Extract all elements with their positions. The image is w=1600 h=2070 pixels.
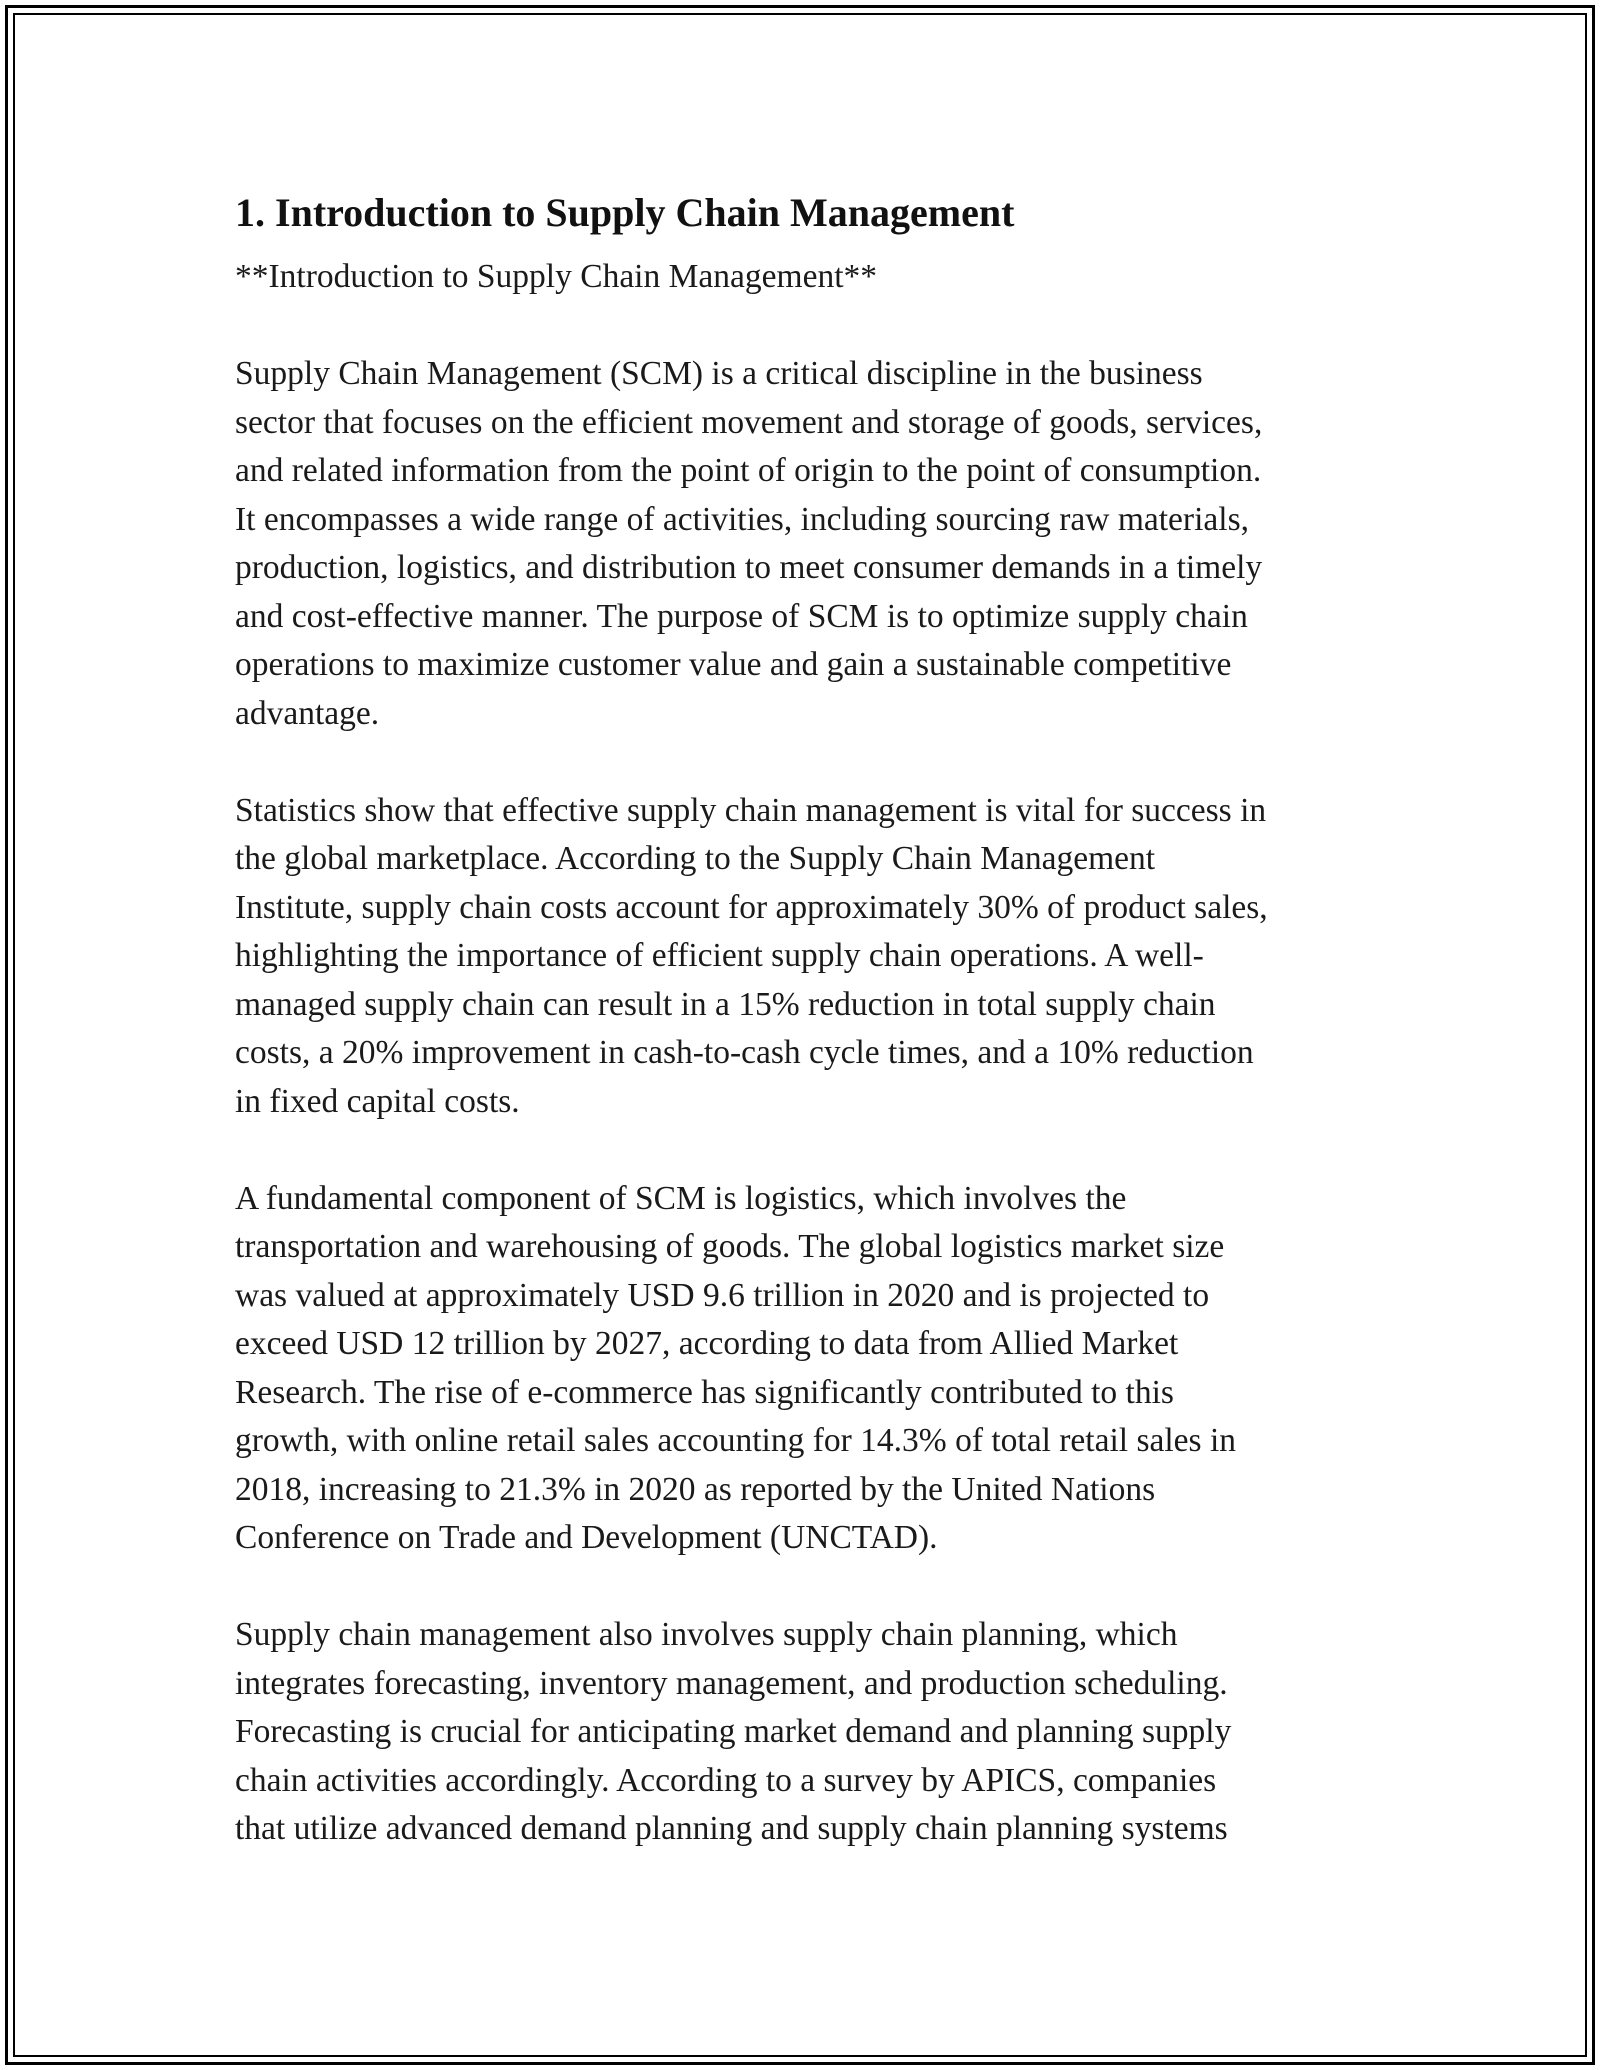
paragraph	[235, 787, 1375, 1127]
paragraph-line: managed supply chain can result in a 15% reduction in total supply chain	[235, 985, 1216, 1023]
paragraph-line: Forecasting is crucial for anticipating market demand and planning supply	[235, 1713, 1232, 1750]
paragraph-line: Supply Chain Management (SCM) is a critical discipline in the business	[235, 355, 1203, 392]
paragraph-line: chain activities accordingly. According to a survey by APICS, companies	[235, 1761, 1217, 1799]
paragraph-line: and cost-effective manner. The purpose of SCM is to optimize supply chain	[235, 597, 1248, 635]
paragraph-line: operations to maximize customer value and gain a sustainable competitive	[235, 646, 1232, 683]
paragraph-line: in fixed capital costs.	[235, 1082, 520, 1120]
paragraph-line: Statistics show that effective supply chain management is vital for success in	[235, 791, 1267, 829]
paragraph-line: transportation and warehousing of goods. The global logistics market size	[235, 1228, 1225, 1265]
paragraph-line: was valued at approximately USD 9.6 trillion in 2020 and is projected to	[235, 1276, 1210, 1314]
paragraph-line: Conference on Trade and Development (UNCTAD).	[235, 1519, 938, 1556]
paragraph-line: and related information from the point of origin to the point of consumption.	[235, 452, 1262, 489]
paragraph-line: advantage.	[235, 694, 380, 732]
paragraph-line: 2018, increasing to 21.3% in 2020 as reported by the United Nations	[235, 1470, 1156, 1508]
paragraph-line: Supply chain management also involves supply chain planning, which	[235, 1616, 1178, 1653]
paragraph-line: sector that focuses on the efficient movement and storage of goods, services,	[235, 403, 1263, 441]
paragraph-line: production, logistics, and distribution to meet consumer demands in a timely	[235, 549, 1263, 586]
paragraph-line: A fundamental component of SCM is logistics, which involves the	[235, 1179, 1127, 1217]
paragraph-line: integrates forecasting, inventory management, and production scheduling.	[235, 1664, 1228, 1702]
section-heading: 1. Introduction to Supply Chain Management	[235, 190, 1015, 235]
paragraph	[235, 350, 1375, 738]
paragraph-line: costs, a 20% improvement in cash-to-cash cycle times, and a 10% reduction	[235, 1034, 1254, 1071]
paragraph	[235, 1175, 1375, 1563]
subheading: **Introduction to Supply Chain Management**	[235, 258, 877, 295]
document-body	[235, 183, 1375, 1854]
paragraph-line: exceed USD 12 trillion by 2027, according to data from Allied Market	[235, 1325, 1179, 1362]
paragraph-line: highlighting the importance of efficient supply chain operations. A well-	[235, 937, 1204, 974]
paragraph-line: that utilize advanced demand planning and supply chain planning systems	[235, 1810, 1228, 1847]
paragraph-line: Research. The rise of e-commerce has significantly contributed to this	[235, 1373, 1174, 1411]
paragraph	[235, 1611, 1375, 1854]
paragraphs-container	[235, 350, 1375, 1854]
paragraph-line: the global marketplace. According to the Supply Chain Management	[235, 840, 1156, 877]
paragraph-line: It encompasses a wide range of activities, including sourcing raw materials,	[235, 500, 1249, 538]
paragraph-line: Institute, supply chain costs account for approximately 30% of product sales,	[235, 888, 1268, 926]
paragraph-line: growth, with online retail sales accounting for 14.3% of total retail sales in	[235, 1422, 1237, 1459]
